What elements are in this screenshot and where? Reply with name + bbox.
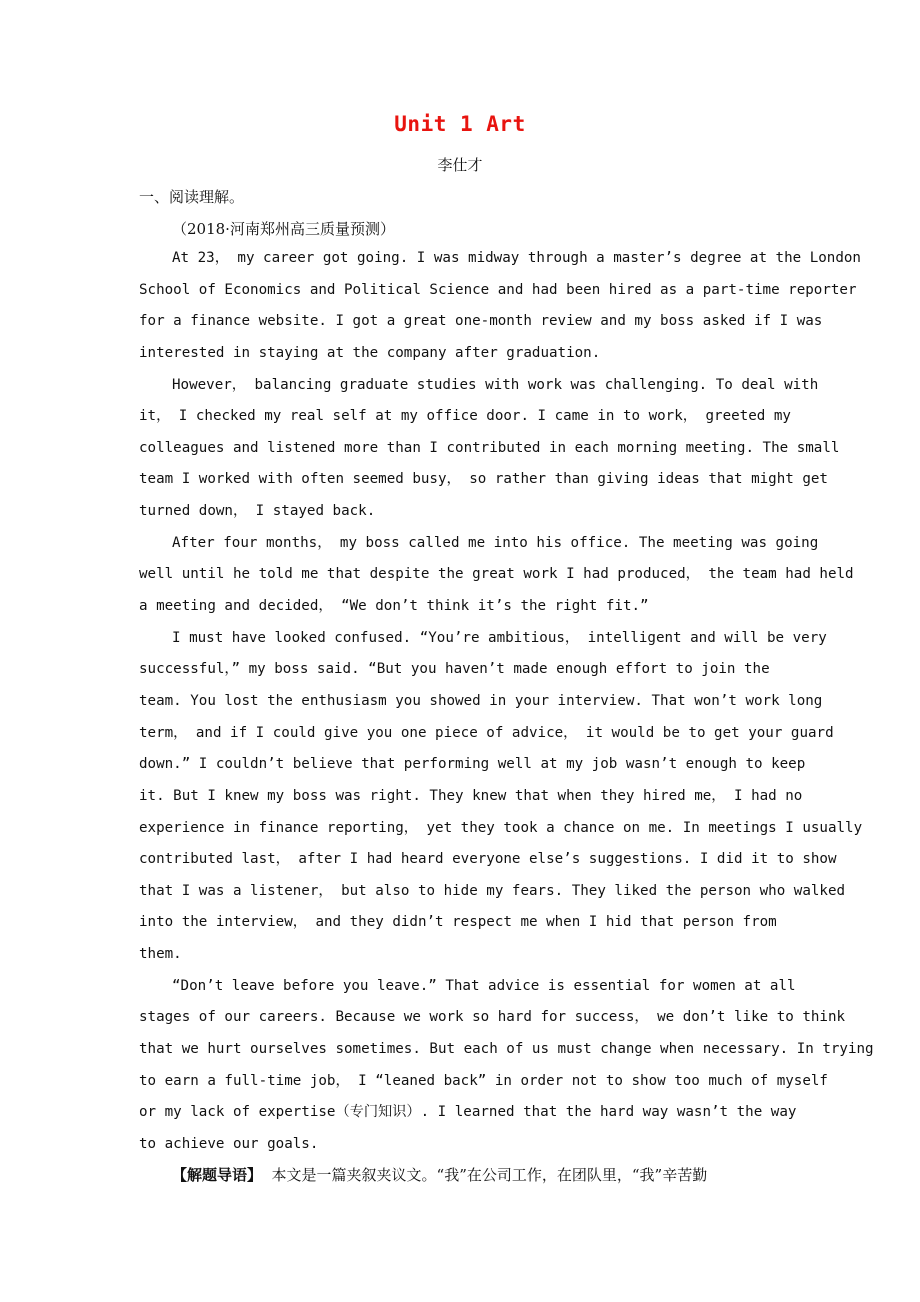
passage-line: that I was a listener， but also to hide my fears. They liked the person who walked [139,882,846,899]
passage-line: At 23， my career got going. I was midway through a master’s degree at the London [172,250,861,266]
passage-line: contributed last， after I had heard everyone else’s suggestions. I did it to show [139,851,837,868]
passage-line: a meeting and decided， “We don’t think it’s the right fit.” [139,598,649,615]
passage-line: down.” I couldn’t believe that performing well at my job wasn’t enough to keep [139,756,806,773]
passage-line: experience in finance reporting， yet they took a chance on me. In meetings I usually [139,819,863,836]
passage-line: term， and if I could give you one piece of advice， it would be to get your guard [139,724,834,741]
exam-source: （2018·河南郑州高三质量预测） [172,220,395,238]
guide-label: 【解题导语】 [172,1166,263,1184]
passage-line: well until he told me that despite the great work I had produced， the team had held [139,566,854,583]
passage-line: to earn a full-time job， I “leaned back” in order not to show too much of myself [139,1072,828,1089]
passage-line: turned down， I stayed back. [139,503,376,520]
solution-guide [172,1164,707,1185]
passage-line: them. [139,946,182,963]
reading-passage [139,243,874,1161]
passage-line: into the interview， and they didn’t respect me when I hid that person from [139,914,777,931]
passage-line: it， I checked my real self at my office door. I came in to work， greeted my [139,408,791,425]
section-heading: 一、阅读理解。 [139,188,245,206]
passage-line: colleagues and listened more than I contributed in each morning meeting. The small [139,439,840,456]
passage-line: I must have looked confused. “You’re ambitious， intelligent and will be very [172,629,827,646]
passage-line: that we hurt ourselves sometimes. But each of us must change when necessary. In trying [139,1041,874,1058]
passage-line: or my lack of expertise（专门知识）. I learned that the hard way wasn’t the way [139,1104,797,1121]
passage-line: to achieve our goals. [139,1135,319,1152]
guide-text: 本文是一篇夹叙夹议文。“我”在公司工作，在团队里，“我”辛苦勤 [262,1166,708,1184]
passage-line: successful，” my boss said. “But you haven’t made enough effort to join the [139,661,770,678]
passage-line: for a finance website. I got a great one-month review and my boss asked if I was [139,313,823,330]
passage-line: team. You lost the enthusiasm you showed in your interview. That won’t work long [139,692,823,709]
passage-line: stages of our careers. Because we work so hard for success， we don’t like to think [139,1009,846,1026]
passage-line: team I worked with often seemed busy， so rather than giving ideas that might get [139,471,828,488]
passage-line: School of Economics and Political Science and had been hired as a part-time reporter [139,281,857,298]
unit-title: Unit 1 Art [394,112,526,136]
author-name: 李仕才 [437,156,483,174]
passage-line: it. But I knew my boss was right. They knew that when they hired me， I had no [139,787,803,804]
passage-line: interested in staying at the company after graduation. [139,344,601,361]
passage-line: After four months， my boss called me into his office. The meeting was going [172,534,819,551]
passage-line: “Don’t leave before you leave.” That advice is essential for women at all [172,977,796,994]
passage-line: However， balancing graduate studies with work was challenging. To deal with [172,376,819,393]
